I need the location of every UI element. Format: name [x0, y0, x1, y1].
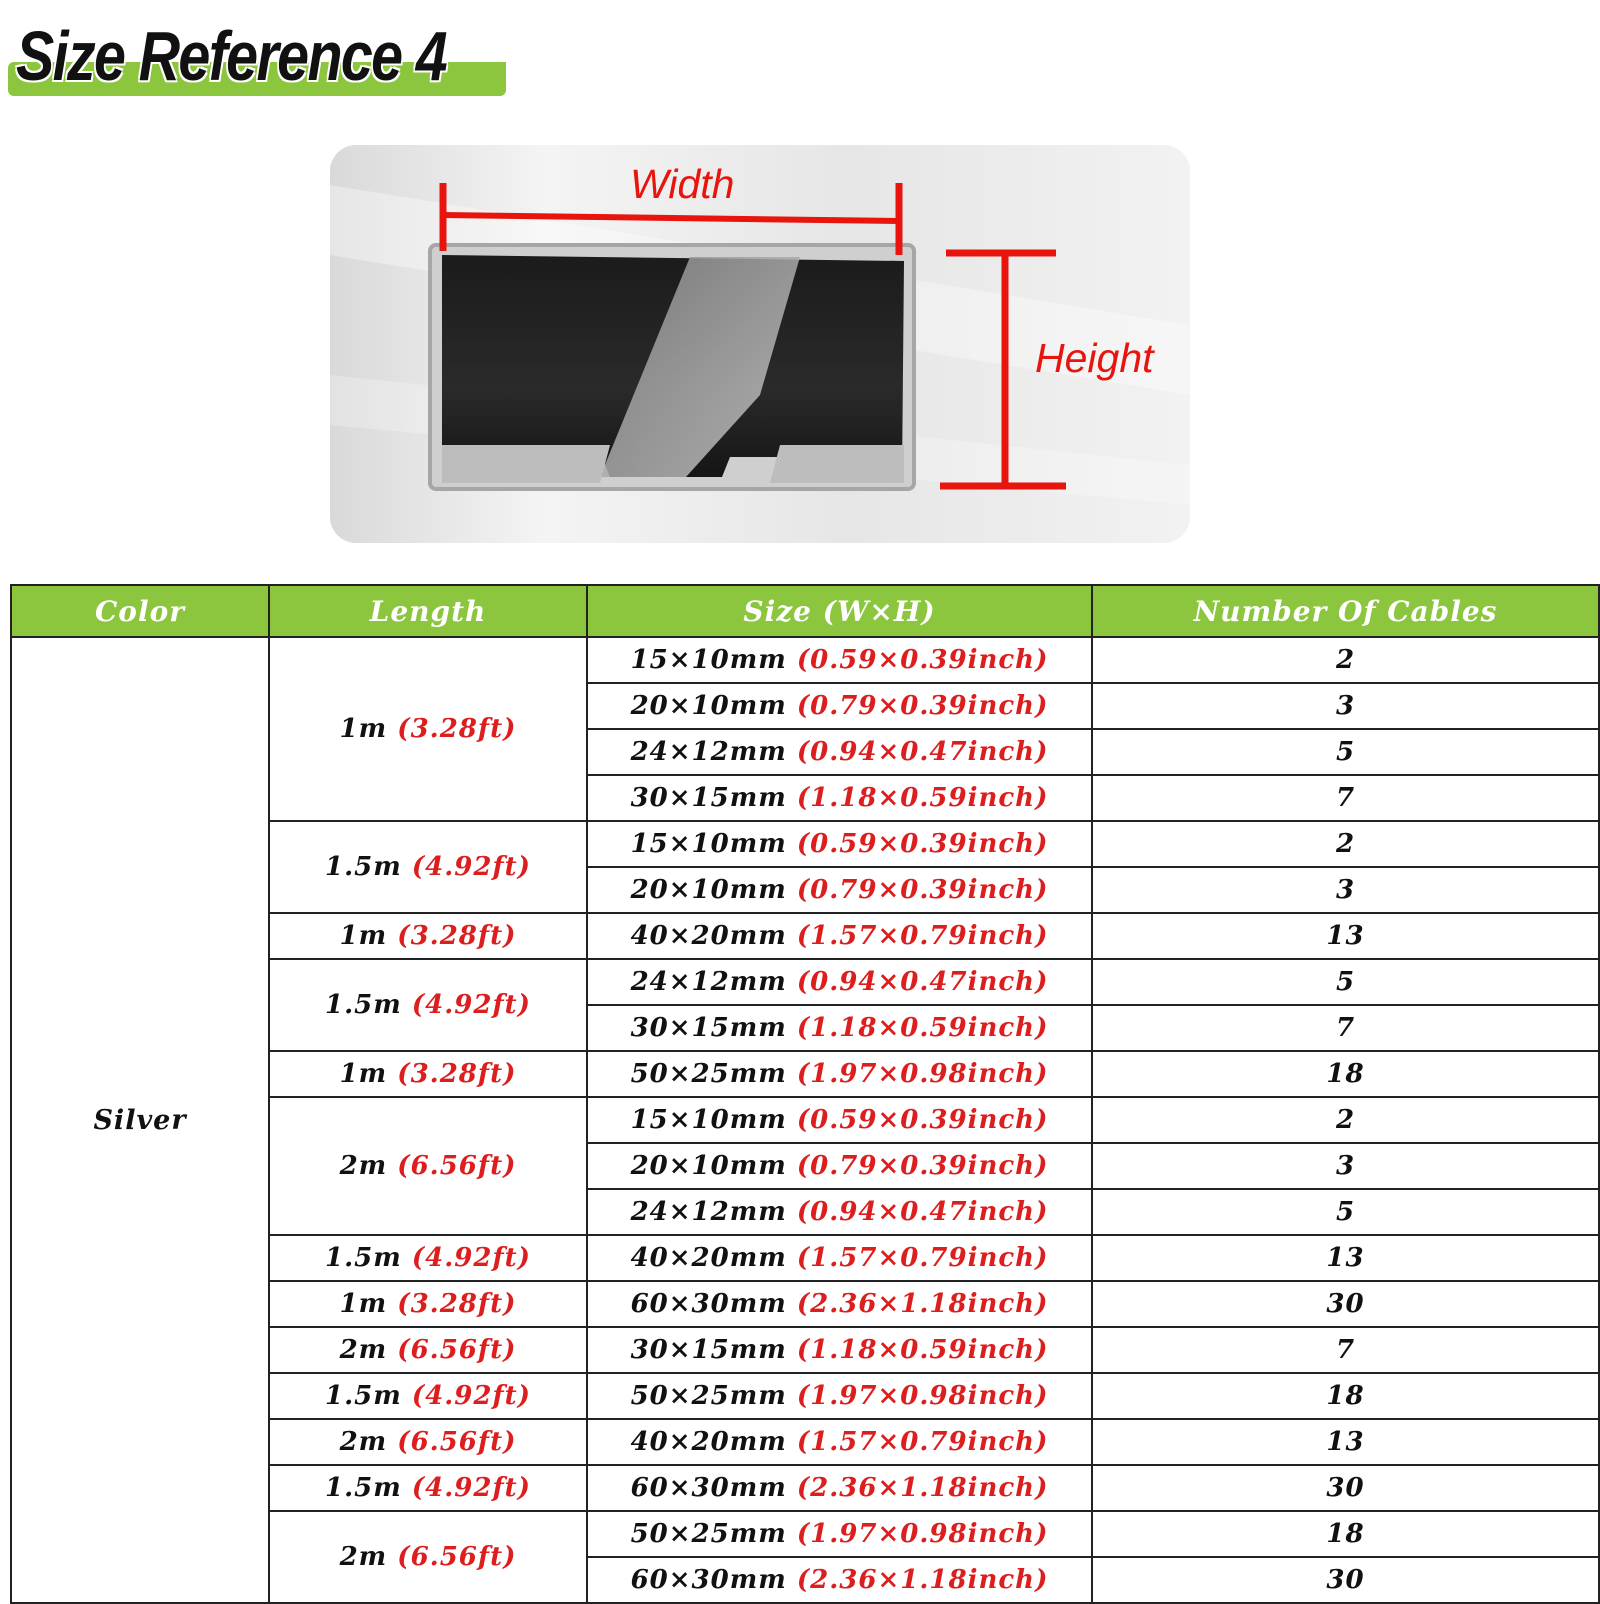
header-number-of-cables: Number Of Cables: [1092, 585, 1599, 637]
size-inch: (0.79×0.39inch): [796, 1151, 1049, 1181]
size-cell: [587, 637, 1092, 683]
cables-cell: 2: [1092, 1097, 1599, 1143]
length-imperial: (4.92ft): [411, 1243, 531, 1273]
length-metric: 1m: [339, 921, 388, 951]
size-inch: (1.57×0.79inch): [796, 1427, 1049, 1457]
length-imperial: (3.28ft): [397, 714, 517, 744]
size-mm: 20×10mm: [630, 691, 787, 721]
size-mm: 50×25mm: [630, 1519, 787, 1549]
length-metric: 1.5m: [325, 1473, 402, 1503]
cables-cell: 13: [1092, 1419, 1599, 1465]
size-mm: 40×20mm: [630, 921, 787, 951]
length-imperial: (6.56ft): [397, 1542, 517, 1572]
size-cell: [587, 683, 1092, 729]
length-cell: [269, 1235, 587, 1281]
size-mm: 30×15mm: [630, 1013, 787, 1043]
size-inch: (2.36×1.18inch): [796, 1289, 1049, 1319]
size-mm: 15×10mm: [630, 645, 787, 675]
header-color: Color: [11, 585, 269, 637]
cables-cell: 30: [1092, 1465, 1599, 1511]
table-body: [11, 637, 1599, 1603]
length-cell: [269, 1419, 587, 1465]
header-size: Size (W×H): [587, 585, 1092, 637]
size-cell: [587, 1465, 1092, 1511]
cables-cell: 7: [1092, 1327, 1599, 1373]
length-metric: 2m: [339, 1151, 388, 1181]
length-cell: [269, 1373, 587, 1419]
cables-cell: 5: [1092, 959, 1599, 1005]
size-inch: (1.97×0.98inch): [796, 1381, 1049, 1411]
size-inch: (0.94×0.47inch): [796, 1197, 1049, 1227]
size-inch: (1.57×0.79inch): [796, 921, 1049, 951]
length-metric: 2m: [339, 1542, 388, 1572]
size-inch: (2.36×1.18inch): [796, 1565, 1049, 1595]
size-cell: [587, 1511, 1092, 1557]
size-cell: [587, 1557, 1092, 1603]
table-header-row: [11, 585, 1599, 637]
size-cell: [587, 913, 1092, 959]
size-cell: [587, 1419, 1092, 1465]
size-mm: 24×12mm: [630, 967, 787, 997]
size-inch: (0.59×0.39inch): [796, 1105, 1049, 1135]
cables-cell: 3: [1092, 683, 1599, 729]
size-cell: [587, 1327, 1092, 1373]
header-length: Length: [269, 585, 587, 637]
size-cell: [587, 959, 1092, 1005]
length-cell: [269, 1465, 587, 1511]
size-mm: 20×10mm: [630, 875, 787, 905]
size-mm: 40×20mm: [630, 1427, 787, 1457]
size-inch: (1.18×0.59inch): [796, 1013, 1049, 1043]
size-cell: [587, 1143, 1092, 1189]
size-cell: [587, 1235, 1092, 1281]
length-imperial: (6.56ft): [397, 1427, 517, 1457]
length-imperial: (4.92ft): [411, 1473, 531, 1503]
size-mm: 60×30mm: [630, 1289, 787, 1319]
size-mm: 60×30mm: [630, 1473, 787, 1503]
size-inch: (1.97×0.98inch): [796, 1519, 1049, 1549]
length-metric: 1m: [339, 1059, 388, 1089]
size-cell: [587, 729, 1092, 775]
length-cell: [269, 959, 587, 1051]
length-metric: 1.5m: [325, 1243, 402, 1273]
length-cell: [269, 1097, 587, 1235]
size-cell: [587, 1097, 1092, 1143]
length-imperial: (4.92ft): [411, 990, 531, 1020]
page-title: Size Reference 4: [16, 17, 447, 95]
length-cell: [269, 1051, 587, 1097]
cables-cell: 13: [1092, 1235, 1599, 1281]
size-mm: 20×10mm: [630, 1151, 787, 1181]
cables-cell: 5: [1092, 1189, 1599, 1235]
size-mm: 15×10mm: [630, 1105, 787, 1135]
length-imperial: (3.28ft): [397, 1289, 517, 1319]
length-cell: [269, 913, 587, 959]
size-inch: (2.36×1.18inch): [796, 1473, 1049, 1503]
length-imperial: (3.28ft): [397, 921, 517, 951]
cables-cell: 2: [1092, 637, 1599, 683]
cables-cell: 7: [1092, 1005, 1599, 1051]
length-metric: 1m: [339, 714, 388, 744]
size-cell: [587, 821, 1092, 867]
cables-cell: 3: [1092, 1143, 1599, 1189]
size-cell: [587, 1051, 1092, 1097]
size-mm: 30×15mm: [630, 1335, 787, 1365]
length-metric: 2m: [339, 1335, 388, 1365]
cables-cell: 2: [1092, 821, 1599, 867]
size-mm: 24×12mm: [630, 737, 787, 767]
size-inch: (0.94×0.47inch): [796, 737, 1049, 767]
length-metric: 1.5m: [325, 990, 402, 1020]
size-inch: (0.94×0.47inch): [796, 967, 1049, 997]
color-cell: Silver: [11, 637, 269, 1603]
size-cell: [587, 775, 1092, 821]
size-inch: (1.97×0.98inch): [796, 1059, 1049, 1089]
cables-cell: 30: [1092, 1557, 1599, 1603]
size-inch: (1.57×0.79inch): [796, 1243, 1049, 1273]
cables-cell: 30: [1092, 1281, 1599, 1327]
length-imperial: (6.56ft): [397, 1151, 517, 1181]
length-imperial: (6.56ft): [397, 1335, 517, 1365]
size-inch: (1.18×0.59inch): [796, 1335, 1049, 1365]
cables-cell: 7: [1092, 775, 1599, 821]
height-label: Height: [1035, 335, 1154, 381]
size-cell: [587, 1189, 1092, 1235]
cables-cell: 5: [1092, 729, 1599, 775]
cables-cell: 18: [1092, 1373, 1599, 1419]
title-banner: [8, 17, 508, 102]
length-metric: 1.5m: [325, 1381, 402, 1411]
size-mm: 24×12mm: [630, 1197, 787, 1227]
size-cell: [587, 1005, 1092, 1051]
length-imperial: (3.28ft): [397, 1059, 517, 1089]
size-inch: (0.59×0.39inch): [796, 645, 1049, 675]
size-mm: 60×30mm: [630, 1565, 787, 1595]
size-inch: (0.79×0.39inch): [796, 875, 1049, 905]
size-inch: (1.18×0.59inch): [796, 783, 1049, 813]
size-inch: (0.79×0.39inch): [796, 691, 1049, 721]
length-cell: [269, 821, 587, 913]
trunking-diagram: [330, 145, 1190, 543]
cables-cell: 18: [1092, 1051, 1599, 1097]
length-metric: 1m: [339, 1289, 388, 1319]
cables-cell: 3: [1092, 867, 1599, 913]
size-mm: 30×15mm: [630, 783, 787, 813]
length-cell: [269, 1511, 587, 1603]
length-imperial: (4.92ft): [411, 1381, 531, 1411]
size-cell: [587, 1281, 1092, 1327]
size-mm: 15×10mm: [630, 829, 787, 859]
size-mm: 40×20mm: [630, 1243, 787, 1273]
cables-cell: 13: [1092, 913, 1599, 959]
cables-cell: 18: [1092, 1511, 1599, 1557]
size-mm: 50×25mm: [630, 1059, 787, 1089]
size-cell: [587, 1373, 1092, 1419]
table-row: [11, 637, 1599, 683]
size-cell: [587, 867, 1092, 913]
length-imperial: (4.92ft): [411, 852, 531, 882]
width-label: Width: [630, 161, 735, 207]
size-inch: (0.59×0.39inch): [796, 829, 1049, 859]
length-cell: [269, 1327, 587, 1373]
length-metric: 2m: [339, 1427, 388, 1457]
length-metric: 1.5m: [325, 852, 402, 882]
length-cell: [269, 1281, 587, 1327]
size-mm: 50×25mm: [630, 1381, 787, 1411]
length-cell: [269, 637, 587, 821]
size-reference-table: [10, 584, 1600, 1604]
